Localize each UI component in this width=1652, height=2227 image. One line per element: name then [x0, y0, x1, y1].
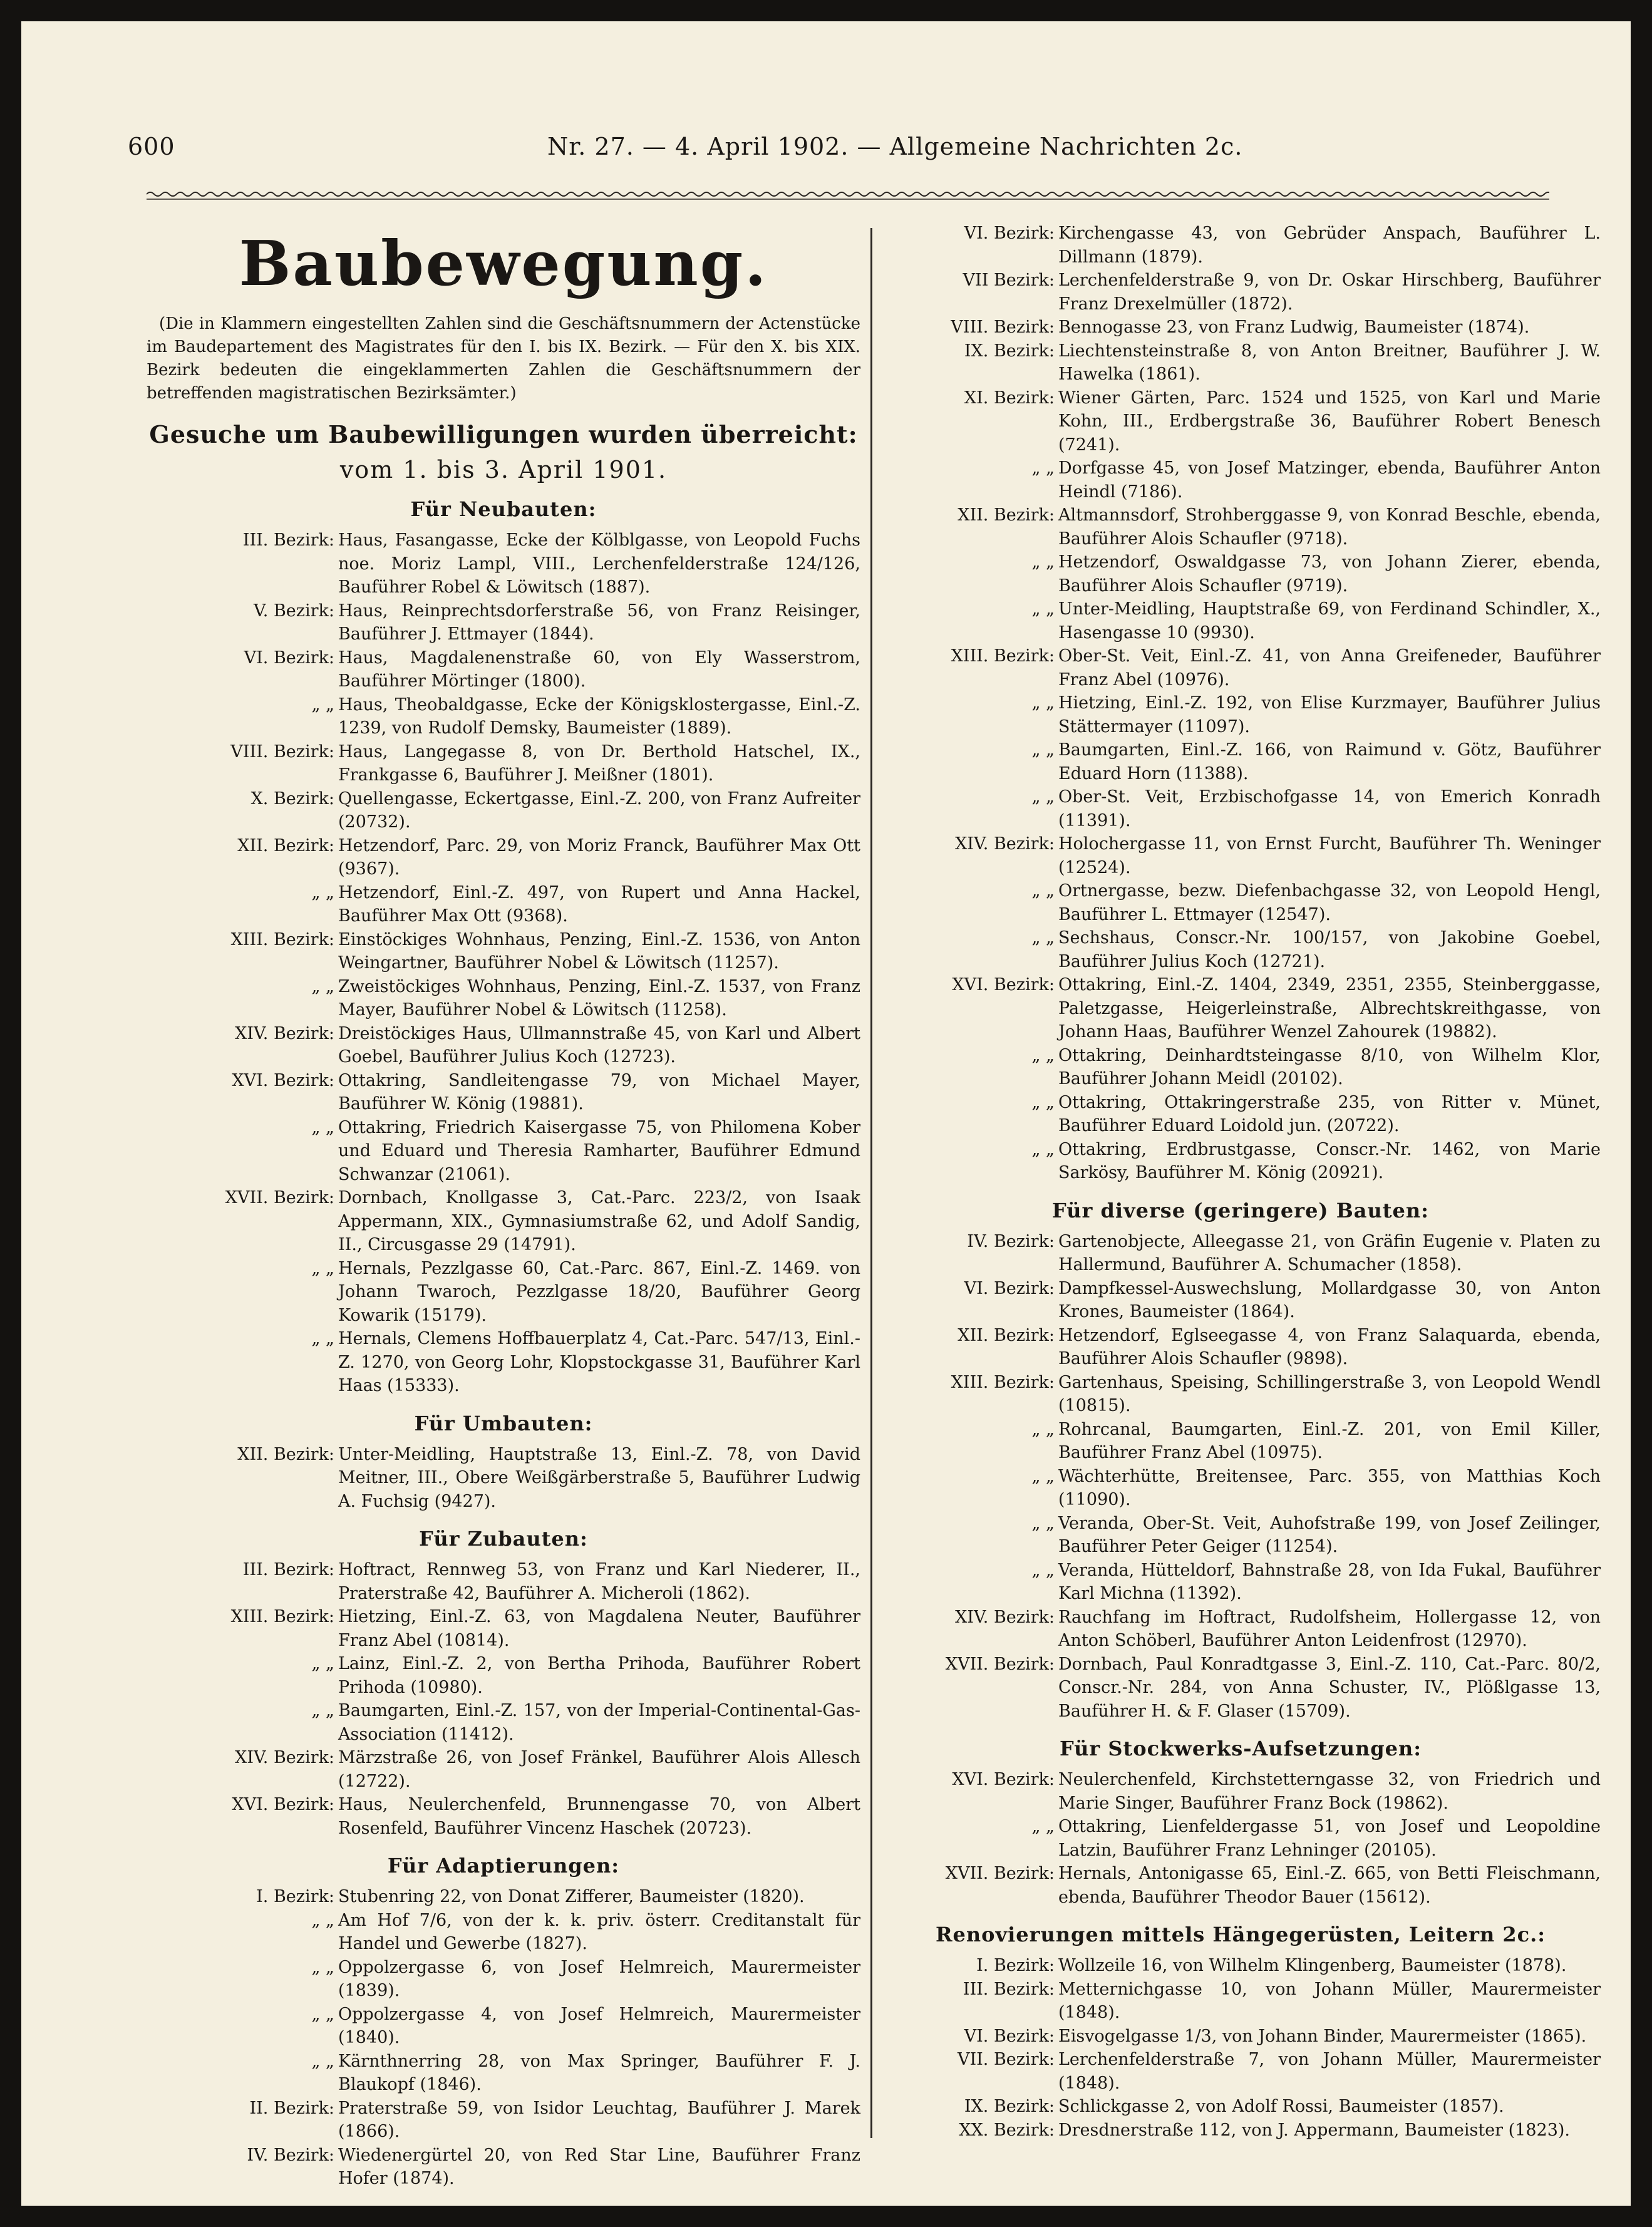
entry-text: Hietzing, Einl.-Z. 192, von Elise Kurzmayer, Bauführer Julius Stättermayer (11097). — [1058, 693, 1601, 736]
district-label: „ „ — [311, 976, 334, 996]
entry-row — [147, 834, 860, 881]
entry-row — [880, 269, 1601, 316]
entry-text: Am Hof 7/6, von der k. k. priv. österr. Creditanstalt für Handel und Gewerbe (1827). — [338, 1910, 860, 1953]
district-label: XIV. Bezirk: — [955, 1607, 1055, 1627]
district-label: III. Bezirk: — [963, 1979, 1055, 1999]
entry-row — [147, 975, 860, 1022]
right-sections — [880, 222, 1601, 2142]
entry-text: Wiedenergürtel 20, von Red Star Line, Bauführer Franz Hofer (1874). — [338, 2145, 860, 2188]
entry-text: Ober-St. Veit, Erzbischofgasse 14, von Emerich Konradh (11391). — [1058, 787, 1601, 830]
entry-row — [880, 1606, 1601, 1653]
entry-text: Dorfgasse 45, von Josef Matzinger, ebenda, Bauführer Anton Heindl (7186). — [1058, 458, 1601, 502]
entry-row — [147, 646, 860, 693]
entry-row — [880, 504, 1601, 550]
entry-text: Unter-Meidling, Hauptstraße 69, von Ferdinand Schindler, X., Hasengasse 10 (9930). — [1058, 599, 1601, 643]
entry-row — [147, 2144, 860, 2191]
district-label: „ „ — [1031, 881, 1055, 901]
entry-row — [880, 1862, 1601, 1909]
entry-row — [880, 386, 1601, 457]
entry-row — [147, 881, 860, 928]
entry-text: Haus, Theobaldgasse, Ecke der Königsklostergasse, Einl.-Z. 1239, von Rudolf Demsky, Baumeister (1889). — [338, 695, 860, 738]
entry-text: Haus, Fasangasse, Ecke der Kölblgasse, von Leopold Fuchs noe. Moriz Lampl, VIII., Lerchenfelderstraße 124/126, Bauführer Robel & Löwitsch (1887). — [338, 530, 860, 597]
article-intro: (Die in Klammern eingestellten Zahlen sind die Geschäftsnummern der Actenstücke im Baudepartement des Magistrates für den I. bis IX. Bezirk. — Für den X. bis XIX. Bezirk bedeuten die eingeklammerten Zahlen die Geschäftsnummern der betreffenden magistratischen Bezirksämter.) — [147, 314, 860, 403]
entry-text: Dreistöckiges Haus, Ullmannstraße 45, von Karl und Albert Goebel, Bauführer Julius Koch (12723). — [338, 1023, 860, 1067]
entry-text: Haus, Langegasse 8, von Dr. Berthold Hatschel, IX., Frankgasse 6, Bauführer J. Meißner (1801). — [338, 741, 860, 785]
entry-row — [147, 1956, 860, 2003]
entry-text: Wiener Gärten, Parc. 1524 und 1525, von Karl und Marie Kohn, III., Erdbergstraße 36, Bauführer Robert Benesch (7241). — [1058, 388, 1601, 455]
entry-text: Lainz, Einl.-Z. 2, von Bertha Prihoda, Bauführer Robert Prihoda (10980). — [338, 1654, 860, 1697]
entry-text: Wollzeile 16, von Wilhelm Klingenberg, Baumeister (1878). — [1058, 1956, 1567, 1975]
district-label: III. Bezirk: — [242, 1560, 334, 1579]
entry-text: Rohrcanal, Baumgarten, Einl.-Z. 201, von Emil Killer, Bauführer Franz Abel (10975). — [1058, 1419, 1601, 1462]
district-label: X. Bezirk: — [250, 788, 334, 809]
entry-row — [147, 693, 860, 740]
entry-row — [147, 740, 860, 787]
entry-text: Metternichgasse 10, von Johann Müller, Maurermeister (1848). — [1058, 1979, 1601, 2022]
district-label: VII. Bezirk: — [957, 2050, 1055, 2069]
entry-row — [880, 1138, 1601, 1185]
district-label: „ „ — [1031, 1045, 1055, 1065]
entry-text: Baumgarten, Einl.-Z. 166, von Raimund v. Götz, Bauführer Eduard Horn (11388). — [1058, 740, 1601, 783]
entry-row — [880, 926, 1601, 973]
entry-row — [880, 1230, 1601, 1277]
district-label: „ „ — [1031, 1817, 1055, 1836]
entry-row — [880, 1768, 1601, 1815]
entry-row — [147, 1327, 860, 1398]
entry-row — [880, 550, 1601, 597]
entry-row — [147, 1186, 860, 1257]
left-sections — [147, 497, 860, 2191]
entry-row — [147, 1909, 860, 1956]
entry-row — [147, 1605, 860, 1652]
entry-row — [147, 928, 860, 975]
entry-row — [147, 1652, 860, 1699]
district-label: V. Bezirk: — [254, 601, 334, 621]
entry-text: Stubenring 22, von Donat Zifferer, Baumeister (1820). — [338, 1887, 805, 1906]
district-label: „ „ — [1031, 1560, 1055, 1580]
entry-text: Haus, Magdalenenstraße 60, von Ely Wasserstrom, Bauführer Mörtinger (1800). — [338, 648, 860, 691]
district-label: „ „ — [311, 695, 334, 715]
district-label: XVI. Bezirk: — [952, 975, 1055, 995]
district-label: VI. Bezirk: — [244, 648, 334, 668]
header-wavy-rule — [147, 189, 1549, 202]
entry-text: Wächterhütte, Breitensee, Parc. 355, von Matthias Koch (11090). — [1058, 1466, 1601, 1509]
entry-row — [880, 644, 1601, 691]
entry-row — [880, 2025, 1601, 2049]
entry-row — [880, 879, 1601, 926]
entry-row — [880, 1653, 1601, 1723]
entry-text: Zweistöckiges Wohnhaus, Penzing, Einl.-Z. 1537, von Franz Mayer, Bauführer Nobel & Löwitsch (11258). — [338, 976, 860, 1020]
entry-text: Haus, Neulerchenfeld, Brunnengasse 70, von Albert Rosenfeld, Bauführer Vincenz Haschek (20723). — [338, 1795, 860, 1838]
district-label: I. Bezirk: — [256, 1887, 334, 1906]
district-label: VI. Bezirk: — [964, 224, 1055, 243]
right-column — [880, 222, 1601, 2142]
district-label: „ „ — [1031, 693, 1055, 713]
district-label: „ „ — [1031, 787, 1055, 807]
district-label: „ „ — [311, 1654, 334, 1673]
district-label: „ „ — [1031, 740, 1055, 760]
entry-text: Holochergasse 11, von Ernst Furcht, Bauführer Th. Weninger (12524). — [1058, 834, 1601, 877]
district-label: XII. Bezirk: — [958, 505, 1055, 525]
section-heading: Für Stockwerks-Aufsetzungen: — [1059, 1737, 1422, 1760]
entry-text: Ottakring, Friedrich Kaisergasse 75, von Philomena Kober und Eduard und Theresia Ramharter, Bauführer Edmund Schwanzar (21061). — [338, 1117, 860, 1184]
entry-text: Märzstraße 26, von Josef Fränkel, Bauführer Alois Allesch (12722). — [338, 1748, 860, 1791]
entry-text: Ottakring, Lienfeldergasse 51, von Josef und Leopoldine Latzin, Bauführer Franz Lehninger (20105). — [1058, 1817, 1601, 1860]
entry-text: Neulerchenfeld, Kirchstetterngasse 32, von Friedrich und Marie Singer, Bauführer Franz Bock (19862). — [1058, 1770, 1601, 1813]
entry-text: Ortnergasse, bezw. Diefenbachgasse 32, von Leopold Hengl, Bauführer L. Ettmayer (12547). — [1058, 881, 1601, 924]
entry-text: Lerchenfelderstraße 7, von Johann Müller, Maurermeister (1848). — [1058, 2050, 1601, 2093]
entry-row — [880, 2048, 1601, 2095]
district-label: IX. Bezirk: — [964, 341, 1055, 361]
section-heading: Für Neubauten: — [410, 497, 597, 521]
district-label: XIV. Bezirk: — [955, 834, 1055, 854]
entry-row — [147, 1069, 860, 1116]
district-label: XVI. Bezirk: — [232, 1070, 334, 1090]
entry-text: Hoftract, Rennweg 53, von Franz und Karl Niederer, II., Praterstraße 42, Bauführer A. Micheroli (1862). — [338, 1560, 860, 1603]
section-heading: Für Zubauten: — [419, 1527, 588, 1551]
main-heading: Gesuche um Baubewilligungen wurden überreicht: — [149, 420, 858, 448]
district-label: XIII. Bezirk: — [951, 1372, 1055, 1392]
entry-text: Haus, Reinprechtsdorferstraße 56, von Franz Reisinger, Bauführer J. Ettmayer (1844). — [338, 601, 860, 644]
entry-row — [147, 787, 860, 834]
district-label: XIII. Bezirk: — [951, 646, 1055, 666]
district-label: „ „ — [1031, 1419, 1055, 1439]
entry-text: Praterstraße 59, von Isidor Leuchtag, Bauführer J. Marek (1866). — [338, 2098, 860, 2141]
left-column — [147, 222, 860, 2191]
district-label: XX. Bezirk: — [959, 2120, 1055, 2140]
entry-row — [880, 2095, 1601, 2119]
district-label: „ „ — [1031, 1466, 1055, 1486]
entry-row — [880, 316, 1601, 339]
entry-text: Oppolzergasse 4, von Josef Helmreich, Maurermeister (1840). — [338, 2004, 860, 2047]
entry-row — [147, 1558, 860, 1605]
entry-text: Kirchengasse 43, von Gebrüder Anspach, Bauführer L. Dillmann (1879). — [1058, 224, 1601, 267]
section-heading: Für Umbauten: — [414, 1411, 593, 1435]
entry-text: Hietzing, Einl.-Z. 63, von Magdalena Neuter, Bauführer Franz Abel (10814). — [338, 1607, 860, 1650]
district-label: „ „ — [311, 1117, 334, 1137]
district-label: XIII. Bezirk: — [230, 1607, 334, 1626]
running-header — [21, 133, 1631, 170]
running-title: Nr. 27. — 4. April 1902. — Allgemeine Nachrichten 2c. — [547, 133, 1243, 160]
entry-text: Bennogasse 23, von Franz Ludwig, Baumeister (1874). — [1058, 318, 1530, 337]
district-label: XIV. Bezirk: — [235, 1748, 334, 1767]
entry-text: Dornbach, Paul Konradtgasse 3, Einl.-Z. 110, Cat.-Parc. 80/2, Conscr.-Nr. 284, von Anna Schuster, IV., Plößlgasse 13, Bauführer H. & F. Glaser (15709). — [1058, 1654, 1601, 1721]
entry-row — [147, 1746, 860, 1793]
entry-row — [880, 1512, 1601, 1559]
page-number: 600 — [128, 133, 175, 160]
entry-row — [147, 1022, 860, 1069]
entry-row — [880, 691, 1601, 738]
entry-text: Quellengasse, Eckertgasse, Einl.-Z. 200, von Franz Aufreiter (20732). — [338, 788, 860, 832]
entry-row — [147, 599, 860, 646]
entry-text: Eisvogelgasse 1/3, von Johann Binder, Maurermeister (1865). — [1058, 2026, 1587, 2046]
entry-row — [880, 1324, 1601, 1371]
entry-row — [880, 597, 1601, 644]
entry-text: Hetzendorf, Parc. 29, von Moriz Franck, Bauführer Max Ott (9367). — [338, 835, 860, 879]
entry-text: Dornbach, Knollgasse 3, Cat.-Parc. 223/2, von Isaak Appermann, XIX., Gymnasiumstraße 62, und Adolf Sandig, II., Circusgasse 29 (14791). — [338, 1188, 860, 1254]
entry-row — [880, 1044, 1601, 1091]
district-label: XII. Bezirk: — [237, 835, 334, 855]
district-label: II. Bezirk: — [249, 2098, 334, 2118]
district-label: „ „ — [1031, 458, 1055, 478]
entry-row — [880, 1371, 1601, 1418]
district-label: „ „ — [1031, 1092, 1055, 1112]
entry-row — [147, 2097, 860, 2144]
entry-text: Hernals, Antonigasse 65, Einl.-Z. 665, von Betti Fleischmann, ebenda, Bauführer Theodor Bauer (15612). — [1058, 1864, 1601, 1907]
entry-row — [880, 1978, 1601, 2025]
district-label: „ „ — [311, 1329, 334, 1348]
district-label: IV. Bezirk: — [967, 1231, 1055, 1251]
entry-row — [880, 1418, 1601, 1465]
district-label: VII Bezirk: — [963, 271, 1055, 290]
entry-text: Hetzendorf, Oswaldgasse 73, von Johann Zierer, ebenda, Bauführer Alois Schaufler (9719). — [1058, 552, 1601, 596]
entry-text: Einstöckiges Wohnhaus, Penzing, Einl.-Z. 1536, von Anton Weingartner, Bauführer Nobel & Löwitsch (11257). — [338, 929, 860, 973]
entry-text: Gartenobjecte, Alleegasse 21, von Gräfin Eugenie v. Platen zu Hallermund, Bauführer A. Schumacher (1858). — [1058, 1231, 1601, 1274]
article-title: Baubewegung. — [239, 228, 768, 300]
entry-text: Ober-St. Veit, Einl.-Z. 41, von Anna Greifeneder, Bauführer Franz Abel (10976). — [1058, 646, 1601, 690]
district-label: XIV. Bezirk: — [235, 1023, 334, 1043]
district-label: „ „ — [1031, 1513, 1055, 1533]
entry-text: Lerchenfelderstraße 9, von Dr. Oskar Hirschberg, Bauführer Franz Drexelmüller (1872). — [1058, 271, 1601, 314]
district-label: „ „ — [311, 1957, 334, 1977]
district-label: XVI. Bezirk: — [232, 1795, 334, 1814]
district-label: XII. Bezirk: — [237, 1444, 334, 1464]
district-label: „ „ — [311, 2051, 334, 2071]
entry-text: Ottakring, Erdbrustgasse, Conscr.-Nr. 1462, von Marie Sarkösy, Bauführer M. König (20921). — [1058, 1139, 1601, 1182]
entry-text: Rauchfang im Hoftract, Rudolfsheim, Hollergasse 12, von Anton Schöberl, Bauführer Anton Leidenfrost (12970). — [1058, 1607, 1601, 1650]
district-label: XI. Bezirk: — [964, 388, 1055, 408]
entry-text: Dresdnerstraße 112, von J. Appermann, Baumeister (1823). — [1058, 2120, 1571, 2140]
entry-row — [880, 1559, 1601, 1606]
district-label: XVII. Bezirk: — [945, 1864, 1055, 1883]
entry-text: Hernals, Pezzlgasse 60, Cat.-Parc. 867, Einl.-Z. 1469. von Johann Twaroch, Pezzlgasse 18/20, Bauführer Georg Kowarik (15179). — [338, 1258, 860, 1325]
entry-text: Ottakring, Sandleitengasse 79, von Michael Mayer, Bauführer W. König (19881). — [338, 1070, 860, 1114]
date-range: vom 1. bis 3. April 1901. — [339, 456, 668, 483]
district-label: XVII. Bezirk: — [225, 1188, 334, 1207]
district-label: VIII. Bezirk: — [951, 318, 1055, 337]
district-label: VIII. Bezirk: — [230, 741, 334, 762]
entry-text: Oppolzergasse 6, von Josef Helmreich, Maurermeister (1839). — [338, 1957, 860, 2000]
entry-row — [880, 457, 1601, 504]
entry-row — [880, 339, 1601, 386]
entry-text: Schlickgasse 2, von Adolf Rossi, Baumeister (1857). — [1058, 2097, 1504, 2116]
entry-text: Altmannsdorf, Strohberggasse 9, von Konrad Beschle, ebenda, Bauführer Alois Schaufler (9718). — [1058, 505, 1601, 549]
entry-text: Hetzendorf, Einl.-Z. 497, von Rupert und Anna Hackel, Bauführer Max Ott (9368). — [338, 882, 860, 926]
district-label: „ „ — [311, 882, 334, 902]
entry-text: Ottakring, Deinhardtsteingasse 8/10, von Wilhelm Klor, Bauführer Johann Meidl (20102). — [1058, 1045, 1601, 1088]
district-label: „ „ — [311, 1701, 334, 1720]
district-label: XIII. Bezirk: — [230, 929, 334, 949]
entry-row — [880, 1815, 1601, 1862]
entry-text: Baumgarten, Einl.-Z. 157, von der Imperial-Continental-Gas-Association (11412). — [338, 1701, 860, 1744]
section-heading: Für diverse (geringere) Bauten: — [1052, 1198, 1429, 1222]
district-label: „ „ — [1031, 1139, 1055, 1159]
entry-text: Dampfkessel-Auswechslung, Mollardgasse 30, von Anton Krones, Baumeister (1864). — [1058, 1278, 1601, 1321]
entry-row — [880, 222, 1601, 269]
district-label: „ „ — [311, 1258, 334, 1278]
entry-row — [147, 1885, 860, 1909]
entry-row — [880, 1091, 1601, 1138]
entry-row — [147, 2003, 860, 2050]
entry-text: Veranda, Ober-St. Veit, Auhofstraße 199, von Josef Zeilinger, Bauführer Peter Geiger (11254). — [1058, 1513, 1601, 1556]
district-label: „ „ — [311, 1910, 334, 1930]
district-label: XVII. Bezirk: — [945, 1654, 1055, 1674]
entry-row — [880, 1277, 1601, 1324]
district-label: I. Bezirk: — [976, 1956, 1055, 1975]
district-label: „ „ — [1031, 552, 1055, 572]
district-label: VI. Bezirk: — [964, 1278, 1055, 1298]
entry-text: Kärnthnerring 28, von Max Springer, Bauführer F. J. Blaukopf (1846). — [338, 2051, 860, 2094]
entry-text: Sechshaus, Conscr.-Nr. 100/157, von Jakobine Goebel, Bauführer Julius Koch (12721). — [1058, 928, 1601, 971]
district-label: IX. Bezirk: — [964, 2097, 1055, 2116]
entry-text: Unter-Meidling, Hauptstraße 13, Einl.-Z. 78, von David Meitner, III., Obere Weißgärberstraße 5, Bauführer Ludwig A. Fuchsig (9427). — [338, 1444, 860, 1511]
column-divider — [870, 228, 872, 2138]
district-label: XII. Bezirk: — [958, 1325, 1055, 1345]
entry-text: Veranda, Hütteldorf, Bahnstraße 28, von Ida Fukal, Bauführer Karl Michna (11392). — [1058, 1560, 1601, 1603]
entry-row — [880, 2119, 1601, 2142]
entry-row — [147, 1116, 860, 1187]
district-label: XVI. Bezirk: — [952, 1770, 1055, 1789]
entry-row — [880, 832, 1601, 879]
entry-row — [880, 973, 1601, 1044]
entry-row — [147, 1699, 860, 1746]
entry-text: Ottakring, Ottakringerstraße 235, von Ritter v. Münet, Bauführer Eduard Loidold jun. (20722). — [1058, 1092, 1601, 1135]
district-label: VI. Bezirk: — [964, 2026, 1055, 2046]
section-heading: Für Adaptierungen: — [387, 1854, 620, 1878]
district-label: IV. Bezirk: — [247, 2145, 334, 2165]
entry-text: Hernals, Clemens Hoffbauerplatz 4, Cat.-Parc. 547/13, Einl.-Z. 1270, von Georg Lohr, Klopstockgasse 31, Bauführer Karl Haas (15333). — [338, 1329, 860, 1395]
entry-text: Hetzendorf, Eglseegasse 4, von Franz Salaquarda, ebenda, Bauführer Alois Schaufler (9898). — [1058, 1325, 1601, 1368]
entry-row — [147, 1257, 860, 1328]
entry-row — [880, 1954, 1601, 1978]
district-label: „ „ — [311, 2004, 334, 2024]
entry-row — [147, 2050, 860, 2097]
entry-row — [147, 1443, 860, 1514]
district-label: „ „ — [1031, 599, 1055, 619]
entry-row — [880, 1465, 1601, 1512]
entry-text: Liechtensteinstraße 8, von Anton Breitner, Bauführer J. W. Hawelka (1861). — [1058, 341, 1601, 384]
section-heading: Renovierungen mittels Hängegerüsten, Leitern 2c.: — [935, 1923, 1546, 1946]
entry-row — [880, 738, 1601, 785]
entry-row — [880, 785, 1601, 832]
entry-row — [147, 529, 860, 599]
district-label: III. Bezirk: — [242, 530, 334, 550]
district-label: „ „ — [1031, 928, 1055, 948]
entry-row — [147, 1793, 860, 1840]
entry-text: Gartenhaus, Speising, Schillingerstraße 3, von Leopold Wendl (10815). — [1058, 1372, 1601, 1415]
entry-text: Ottakring, Einl.-Z. 1404, 2349, 2351, 2355, Steinberggasse, Paletzgasse, Heigerleinstraße, Albrechtskreithgasse, von Johann Haas, Bauführer Wenzel Zahourek (19882). — [1058, 975, 1601, 1041]
